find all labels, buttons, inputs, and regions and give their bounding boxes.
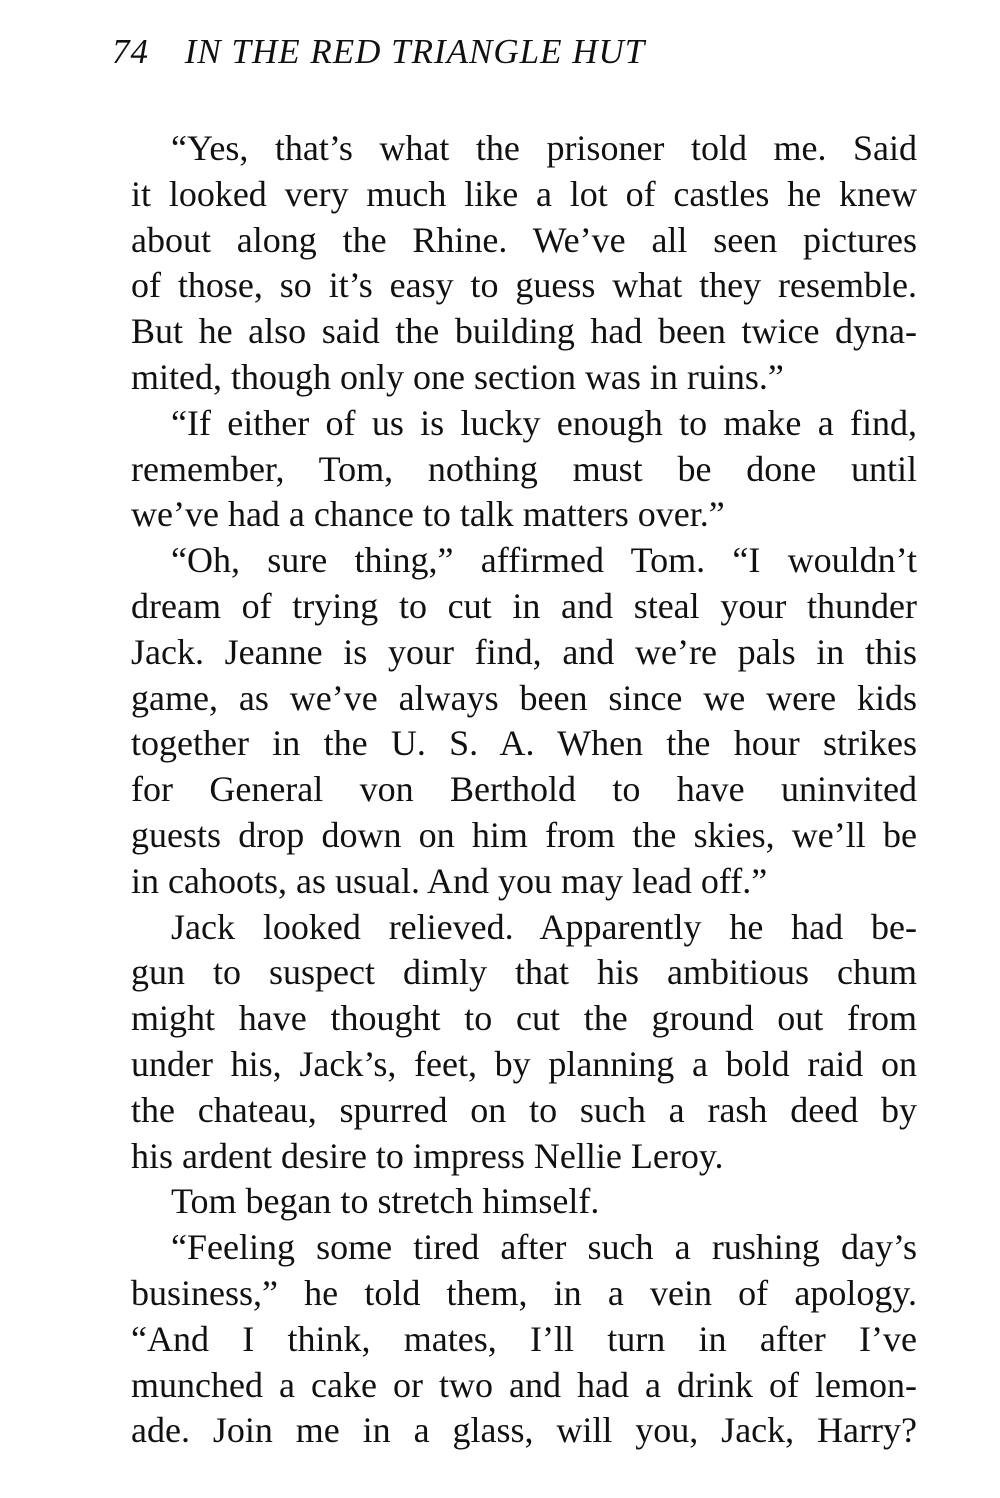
- text-line: “And I think, mates, I’ll turn in after I’ve: [131, 1318, 917, 1359]
- text-line: the chateau, spurred on to such a rash deed by: [131, 1089, 917, 1130]
- text-line: “If either of us is lucky enough to make a find,: [171, 402, 917, 443]
- text-line: game, as we’ve always been since we were kids: [131, 677, 917, 718]
- page-number: 74: [112, 32, 149, 71]
- text-line: gun to suspect dimly that his ambitious chum: [131, 952, 917, 993]
- text-line: Tom began to stretch himself.: [171, 1181, 600, 1222]
- text-line: about along the Rhine. We’ve all seen pictures: [131, 219, 917, 260]
- text-line: his ardent desire to impress Nellie Leroy.: [131, 1135, 724, 1176]
- text-line: under his, Jack’s, feet, by planning a bold raid on: [131, 1043, 917, 1084]
- text-line: munched a cake or two and had a drink of lemon-: [131, 1364, 917, 1405]
- text-line: in cahoots, as usual. And you may lead off.”: [131, 860, 768, 901]
- text-line: “Feeling some tired after such a rushing day’s: [171, 1227, 917, 1268]
- text-line: together in the U. S. A. When the hour strikes: [131, 723, 917, 764]
- body-text: [131, 126, 917, 1454]
- running-title: IN THE RED TRIANGLE HUT: [184, 32, 646, 71]
- text-line: remember, Tom, nothing must be done until: [131, 448, 917, 489]
- text-line: Jack looked relieved. Apparently he had be-: [171, 906, 917, 947]
- text-line: mited, though only one section was in ruins.”: [131, 356, 784, 397]
- text-line: it looked very much like a lot of castles he knew: [131, 173, 917, 214]
- text-line: But he also said the building had been twice dyna-: [131, 311, 917, 352]
- text-line: might have thought to cut the ground out from: [131, 998, 917, 1039]
- text-line: ade. Join me in a glass, will you, Jack, Harry?: [131, 1410, 917, 1451]
- text-line: dream of trying to cut in and steal your thunder: [131, 585, 917, 626]
- text-line: business,” he told them, in a vein of apology.: [131, 1272, 917, 1313]
- text-line: “Oh, sure thing,” affirmed Tom. “I wouldn’t: [171, 540, 917, 581]
- text-line: guests drop down on him from the skies, we’ll be: [131, 814, 917, 855]
- running-header: [112, 32, 645, 72]
- text-line: Jack. Jeanne is your find, and we’re pals in this: [131, 631, 917, 672]
- text-line: we’ve had a chance to talk matters over.”: [131, 494, 725, 535]
- text-line: “Yes, that’s what the prisoner told me. Said: [171, 128, 917, 168]
- text-line: of those, so it’s easy to guess what they resemble.: [131, 265, 917, 306]
- text-line: for General von Berthold to have uninvited: [131, 769, 917, 810]
